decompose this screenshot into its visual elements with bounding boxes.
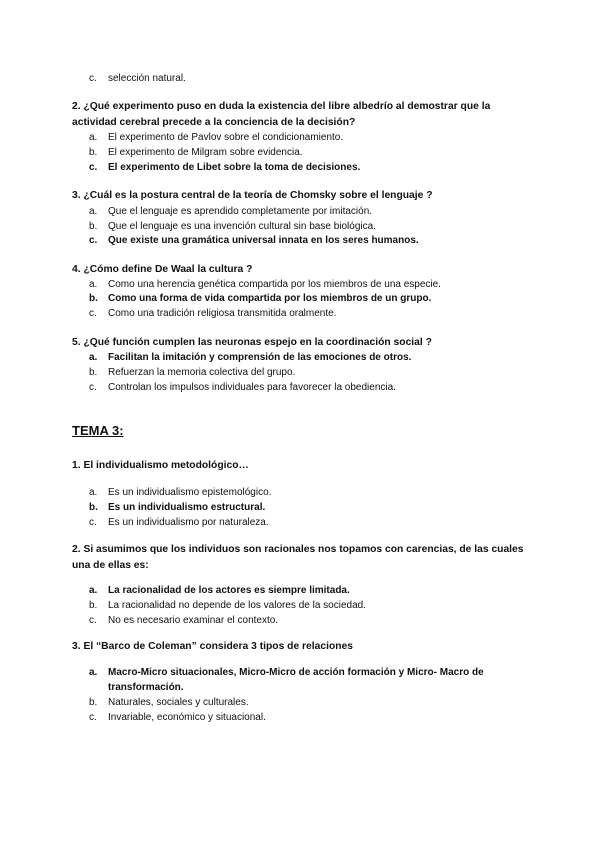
option-text: No es necesario examinar el contexto. [108, 615, 279, 626]
option-letter: a. [89, 667, 98, 678]
option-q2-b [89, 145, 535, 160]
option-letter: b. [89, 367, 98, 378]
option-t3q1-a [89, 485, 535, 500]
question-4: 4. ¿Cómo define De Waal la cultura ? [72, 264, 253, 275]
option-t3q2-a-answer [89, 583, 535, 598]
option-text: Como una tradición religiosa transmitida oralmente. [108, 308, 337, 319]
option-text: Como una herencia genética compartida por los miembros de una especie. [108, 279, 441, 290]
option-q3-a [89, 204, 535, 219]
question-2: 2. ¿Qué experimento puso en duda la existencia del libre albedrío al demostrar que la actividad cerebral precede a la conciencia de la decisión? [72, 101, 491, 128]
option-text: El experimento de Pavlov sobre el condicionamiento. [108, 132, 344, 143]
option-q1-c [89, 71, 535, 86]
option-letter: a. [89, 352, 98, 363]
option-q3-c-answer [89, 233, 535, 248]
option-letter: c. [89, 235, 98, 246]
option-q2-a [89, 130, 535, 145]
tema3-question-2: 2. Si asumimos que los individuos son racionales nos topamos con carencias, de las cuales una de ellas es: [72, 544, 524, 571]
option-text: Es un individualismo epistemológico. [108, 487, 272, 498]
option-text: Facilitan la imitación y comprensión de las emociones de otros. [108, 352, 412, 363]
option-text: Que el lenguaje es aprendido completamente por imitación. [108, 206, 373, 217]
option-q5-c [89, 380, 535, 395]
option-letter: c. [89, 162, 98, 173]
option-text: Como una forma de vida compartida por los miembros de un grupo. [108, 293, 432, 304]
option-t3q2-c [89, 613, 535, 628]
section-title: TEMA 3: [72, 423, 124, 438]
option-text: Invariable, económico y situacional. [108, 712, 266, 723]
question-3: 3. ¿Cuál es la postura central de la teoría de Chomsky sobre el lenguaje ? [72, 190, 433, 201]
option-letter: c. [89, 73, 97, 84]
option-t3q2-b [89, 598, 535, 613]
option-q5-b [89, 365, 535, 380]
option-q4-c [89, 306, 535, 321]
option-letter: b. [89, 502, 98, 513]
option-letter: a. [89, 132, 98, 143]
option-text: El experimento de Milgram sobre evidencia. [108, 147, 303, 158]
option-t3q3-a-answer [89, 665, 535, 695]
option-letter: c. [89, 615, 97, 626]
option-letter: b. [89, 147, 98, 158]
option-letter: b. [89, 697, 98, 708]
option-text: Es un individualismo estructural. [108, 502, 266, 513]
option-t3q3-b [89, 695, 535, 710]
option-text: El experimento de Libet sobre la toma de decisiones. [108, 162, 361, 173]
option-text: Macro-Micro situacionales, Micro-Micro de acción formación y Micro- Macro de transformación. [108, 667, 484, 693]
option-letter: a. [89, 279, 98, 290]
question-5: 5. ¿Qué función cumplen las neuronas espejo en la coordinación social ? [72, 337, 432, 348]
option-text: Refuerzan la memoria colectiva del grupo. [108, 367, 296, 378]
option-text: Que el lenguaje es una invención cultural sin base biológica. [108, 221, 376, 232]
option-letter: b. [89, 600, 98, 611]
option-text: selección natural. [108, 73, 186, 84]
option-letter: c. [89, 382, 97, 393]
option-q4-a [89, 277, 535, 292]
option-q5-a-answer [89, 350, 535, 365]
option-text: Que existe una gramática universal innata en los seres humanos. [108, 235, 419, 246]
tema3-question-1: 1. El individualismo metodológico… [72, 460, 249, 471]
option-t3q1-c [89, 515, 535, 530]
option-text: Es un individualismo por naturaleza. [108, 517, 269, 528]
option-letter: b. [89, 221, 98, 232]
option-letter: a. [89, 206, 98, 217]
option-q3-b [89, 219, 535, 234]
option-text: Controlan los impulsos individuales para favorecer la obediencia. [108, 382, 396, 393]
tema3-question-3: 3. El “Barco de Coleman” considera 3 tipos de relaciones [72, 641, 353, 652]
option-text: La racionalidad de los actores es siempre limitada. [108, 585, 350, 596]
option-text: La racionalidad no depende de los valores de la sociedad. [108, 600, 366, 611]
option-t3q3-c [89, 710, 535, 725]
option-letter: c. [89, 517, 97, 528]
option-letter: b. [89, 293, 98, 304]
option-letter: a. [89, 585, 98, 596]
option-text: Naturales, sociales y culturales. [108, 697, 249, 708]
option-letter: c. [89, 308, 97, 319]
option-letter: c. [89, 712, 97, 723]
option-letter: a. [89, 487, 98, 498]
option-q2-c-answer [89, 160, 535, 175]
option-t3q1-b-answer [89, 500, 535, 515]
option-q4-b-answer [89, 291, 535, 306]
